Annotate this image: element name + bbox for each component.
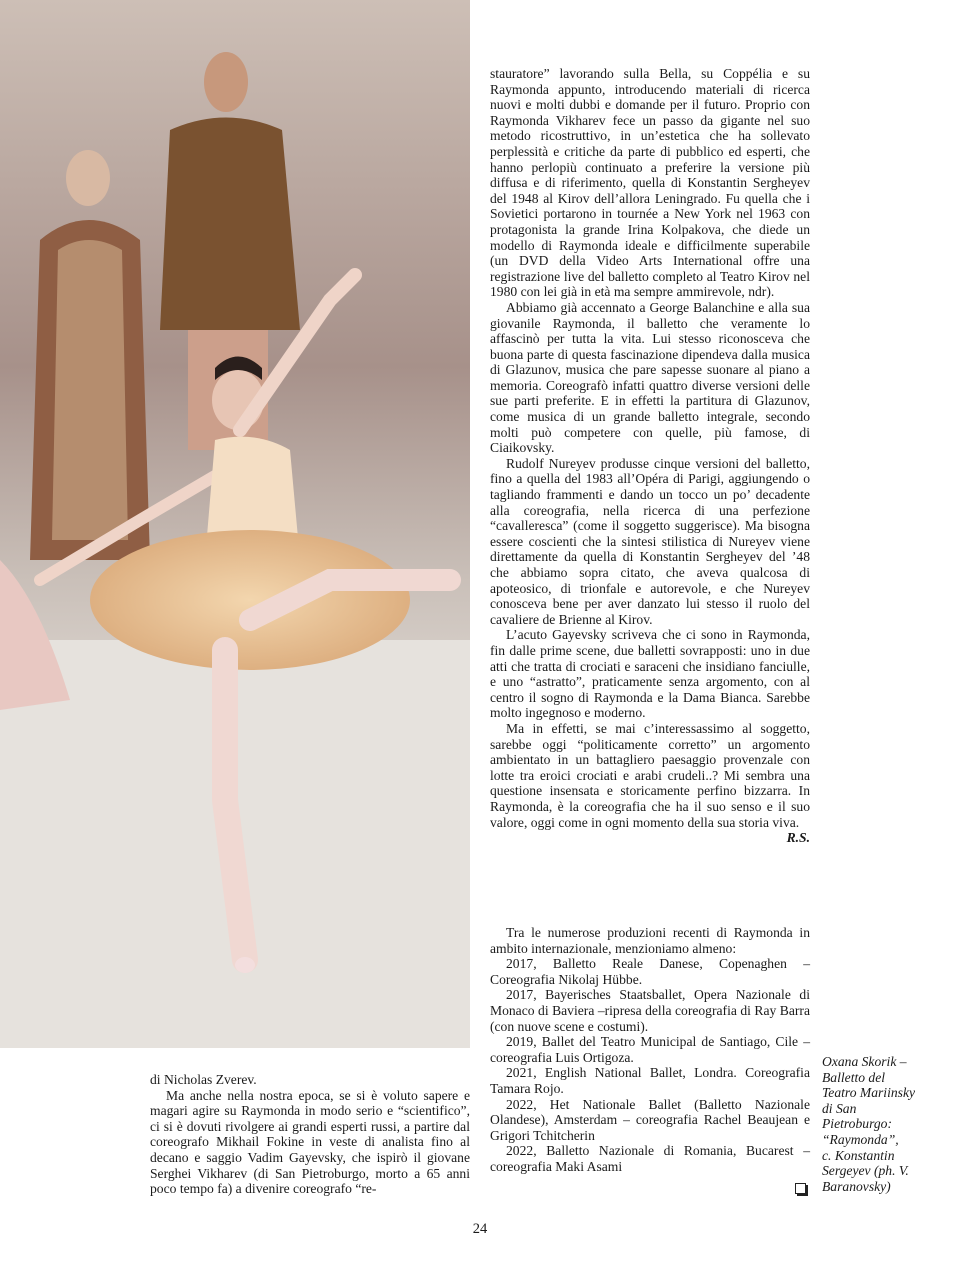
article-paragraph: Rudolf Nureyev produsse cinque versioni del balletto, fino a quella del 1983 all’Opéra di Parigi, aggiungendo o tagliando frammenti e dando un tocco un po’ decadente alla coreografia, nella ricerca di una perfezione “cavalleresca” (come il soggetto suggerisce). Ma bisogna essere coscienti che la sintesi stilistica di Nureyev viene direttamente da quella di Konstantin Sergheyev del ’48 che abbiamo sopra citato, che aveva qualcosa di apoteosico, di trionfale e autorevole, e che Nureyev conosceva bene per aver danzato lui stesso il ruolo del cavaliere de Brienne al Kirov. (490, 455, 810, 627)
article-paragraph: Ma anche nella nostra epoca, se si è voluto sapere e magari agire su Raymonda in modo serio e “scientifico”, ci si è dovuti rivolgere ai grandi esperti russi, a partire dal coreografo Mikhail Fokine in veste di analista fino al decano e saggio Vadim Gayevsky, che ispirò il giovane Serghei Vikharev (di San Pietroburgo, morto a 65 anni poco tempo fa) a divenire coreografo “re- (150, 1087, 470, 1197)
ballet-photo-icon (0, 0, 470, 1048)
caption-line: di San (822, 1100, 857, 1116)
article-column-right (490, 66, 810, 846)
ballet-photo (0, 0, 470, 1048)
article-column-left (150, 1072, 470, 1197)
production-item: 2017, Bayerisches Staatsballet, Opera Nazionale di Monaco di Baviera –ripresa della coreografia di Ray Barra (con nuove scene e costumi). (490, 987, 810, 1034)
production-item: 2021, English National Ballet, Londra. Coreografia Tamara Rojo. (490, 1065, 810, 1096)
article-paragraph: Ma in effetti, se mai c’interessassimo al soggetto, sarebbe oggi “politicamente corretto” un argomento ambientato in un battagliero paesaggio provenzale con lotte tra eroici crociati e arabi crudeli..? Mi sembra una questione insensata e storicamente perfino bizzarra. In Raymonda, è la coreografia che ha il suo senso e il suo valore, oggi come in ogni momento della sua storia viva. (490, 720, 810, 830)
article-paragraph: Abbiamo già accennato a George Balanchine e alla sua giovanile Raymonda, il balletto che veramente lo affascinò per tutta la vita. Lui stesso riconosceva che buona parte di questa fascinazione dipendeva dalla musica di Glazunov, musica che pare sapesse suonare al piano a memoria. Coreografò infatti quattro diverse versioni delle sue parti preferite. E in effetti la partitura di Glazunov, come musica di un grande balletto integrale, secondo molti può competere con quelle, più famose, di Ciaikovsky. (490, 299, 810, 456)
caption-line: Balletto del (822, 1069, 886, 1085)
production-item: 2022, Balletto Nazionale di Romania, Bucarest – coreografia Maki Asami (490, 1143, 810, 1174)
caption-line: c. Konstantin (822, 1147, 895, 1163)
productions-intro: Tra le numerose produzioni recenti di Raymonda in ambito internazionale, menzioniamo almeno: (490, 925, 810, 956)
end-of-article-icon (795, 1183, 806, 1194)
productions-list (490, 925, 810, 1175)
caption-line: “Raymonda”, (822, 1131, 899, 1147)
caption-line: Teatro Mariinsky (822, 1085, 916, 1101)
caption-line: Pietroburgo: (822, 1116, 892, 1132)
caption-line: Oxana Skorik – (822, 1054, 907, 1069)
production-item: 2017, Balletto Reale Danese, Copenaghen – Coreografia Nikolaj Hübbe. (490, 956, 810, 987)
caption-line: Sergeyev (ph. V. (822, 1163, 909, 1179)
article-paragraph: di Nicholas Zverev. (150, 1072, 257, 1087)
production-item: 2019, Ballet del Teatro Municipal de Santiago, Cile – coreografia Luis Ortigoza. (490, 1034, 810, 1065)
author-signature: R.S. (786, 830, 810, 846)
photo-caption (822, 1054, 940, 1194)
page-number: 24 (472, 1221, 488, 1237)
production-item: 2022, Het Nationale Ballet (Balletto Nazionale Olandese), Amsterdam – coreografia Rachel Beaujean e Grigori Tchitcherin (490, 1096, 810, 1143)
article-paragraph: L’acuto Gayevsky scriveva che ci sono in Raymonda, fin dalle prime scene, due balletti sovrapposti: uno in due atti che tratta di crociati e saraceni che insidiano fanciulle, e uno “astratto”, praticamente senza argomento, con al centro il sogno di Raymonda e la Dama Bianca. Sarebbe molto ingegnoso e moderno. (490, 627, 810, 721)
article-paragraph: stauratore” lavorando sulla Bella, su Coppélia e su Raymonda appunto, introducendo materiali di ricerca nuovi e molti dubbi e domande per il futuro. Proprio con Raymonda Vikharev fece un passo da gigante nel suo metodo ricostruttivo, in un’estetica che ha sollevato perplessità e critiche da parte di pubblico ed esperti, che hanno perlopiù continuato a preferire la versione più diffusa e di riferimento, quella di Konstantin Sergheyev del 1948 al Kirov dell’allora Leningrado. Fu quella che i Sovietici portarono in tournée a New York nel 1963 con protagonista la grande Irina Kolpakova, che diede un modello di Raymonda ideale e difficilmente superabile (un DVD della Video Arts International offre una registrazione live del balletto completo al Teatro Kirov nel 1980 con lei già in età ma sempre ammirevole, ndr). (490, 66, 810, 300)
caption-line: Baranovsky) (822, 1178, 891, 1194)
